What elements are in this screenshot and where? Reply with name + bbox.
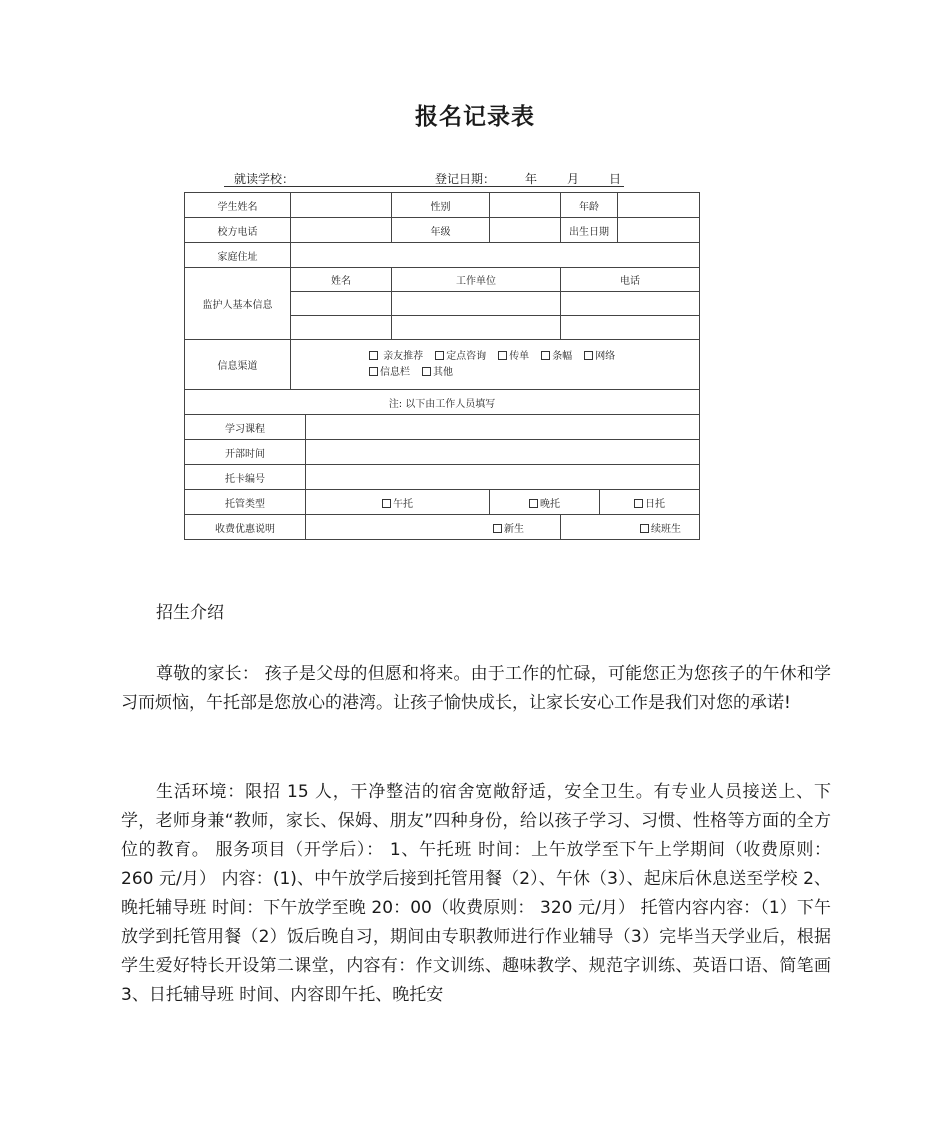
checkbox-icon bbox=[634, 499, 643, 508]
start-time-input[interactable] bbox=[306, 440, 700, 465]
checkbox-icon bbox=[369, 367, 378, 376]
age-input[interactable] bbox=[618, 193, 700, 218]
age-label: 年龄 bbox=[561, 193, 618, 218]
channel-option[interactable]: 信息栏 bbox=[369, 365, 410, 381]
channel-option[interactable]: 网络 bbox=[584, 349, 615, 365]
date-label: 登记日期： bbox=[435, 172, 496, 186]
guardian-phone-header: 电话 bbox=[561, 268, 700, 292]
gender-input[interactable] bbox=[490, 193, 561, 218]
checkbox-icon bbox=[498, 351, 507, 360]
channel-option[interactable]: 传单 bbox=[498, 349, 529, 365]
student-name-label: 学生姓名 bbox=[185, 193, 291, 218]
checkbox-icon bbox=[435, 351, 444, 360]
start-time-label: 开部时间 bbox=[185, 440, 306, 465]
checkbox-icon bbox=[493, 524, 502, 533]
guardian-work-header: 工作单位 bbox=[392, 268, 561, 292]
info-channel-label: 信息渠道 bbox=[185, 340, 291, 390]
channel-option[interactable]: 条幅 bbox=[541, 349, 572, 365]
date-field[interactable] bbox=[429, 186, 624, 187]
birth-date-label: 出生日期 bbox=[561, 218, 618, 243]
checkbox-icon bbox=[584, 351, 593, 360]
guardian-work-input[interactable] bbox=[392, 316, 561, 340]
fee-option-returning[interactable]: 续班生 bbox=[561, 515, 700, 540]
grade-label: 年级 bbox=[392, 218, 490, 243]
guardian-phone-input[interactable] bbox=[561, 292, 700, 316]
gender-label: 性别 bbox=[392, 193, 490, 218]
guardian-work-input[interactable] bbox=[392, 292, 561, 316]
guardian-name-input[interactable] bbox=[291, 292, 392, 316]
article-paragraph-intro: 尊敬的家长： 孩子是父母的但愿和将来。由于工作的忙碌，可能您正为您孩子的午休和学习而烦恼，午托部是您放心的港湾。让孩子愉快成长，让家长安心工作是我们对您的承诺! bbox=[121, 664, 831, 713]
course-label: 学习课程 bbox=[185, 415, 306, 440]
guardian-phone-input[interactable] bbox=[561, 316, 700, 340]
birth-date-input[interactable] bbox=[618, 218, 700, 243]
care-option-day[interactable]: 日托 bbox=[600, 490, 700, 515]
checkbox-icon bbox=[640, 524, 649, 533]
channel-option[interactable]: 亲友推荐 bbox=[369, 349, 423, 365]
fee-option-new[interactable]: 新生 bbox=[306, 515, 561, 540]
channel-option[interactable]: 其他 bbox=[422, 365, 453, 381]
info-channel-options bbox=[291, 340, 700, 390]
registration-meta bbox=[184, 170, 700, 188]
home-address-label: 家庭住址 bbox=[185, 243, 291, 268]
home-address-input[interactable] bbox=[291, 243, 700, 268]
month-label: 月 bbox=[567, 172, 580, 186]
guardian-name-header: 姓名 bbox=[291, 268, 392, 292]
article-paragraph-details: 生活环境：限招 15 人，干净整洁的宿舍宽敞舒适，安全卫生。有专业人员接送上、下学，老师身兼“教师，家长、保姆、朋友”四种身份，给以孩子学习、习惯、性格等方面的全方位的教育。 服务项目（开学后）： 1、午托班 时间：上午放学至下午上学期间（收费原则： 260 元/月） 内容：(1)、中午放学后接到托管用餐（2）、午休（3）、起床后休息送至学校 2、晚托辅导班 时间：下午放学至晚 20：00（收费原则： 320 元/月） 托管内容内容：（1）下午放学到托管用餐（2）饭后晚自习，期间由专职教师进行作业辅导（3）完毕当天学业后，根据学生爱好特长开设第二课堂，内容有：作文训练、趣味教学、规范字训练、英语口语、简笔画 3、日托辅导班 时间、内容即午托、晚托安 bbox=[121, 782, 831, 1005]
checkbox-icon bbox=[422, 367, 431, 376]
checkbox-icon bbox=[529, 499, 538, 508]
school-phone-input[interactable] bbox=[291, 218, 392, 243]
card-number-input[interactable] bbox=[306, 465, 700, 490]
care-option-evening[interactable]: 晚托 bbox=[490, 490, 600, 515]
school-phone-label: 校方电话 bbox=[185, 218, 291, 243]
checkbox-icon bbox=[541, 351, 550, 360]
course-input[interactable] bbox=[306, 415, 700, 440]
guardian-name-input[interactable] bbox=[291, 316, 392, 340]
registration-table bbox=[184, 192, 700, 540]
school-label: 就读学校： bbox=[234, 172, 295, 186]
grade-input[interactable] bbox=[490, 218, 561, 243]
care-type-label: 托管类型 bbox=[185, 490, 306, 515]
year-label: 年 bbox=[525, 172, 538, 186]
checkbox-icon bbox=[382, 499, 391, 508]
channel-option[interactable]: 定点咨询 bbox=[435, 349, 486, 365]
card-number-label: 托卡编号 bbox=[185, 465, 306, 490]
page-title: 报名记录表 bbox=[415, 104, 535, 130]
fee-discount-label: 收费优惠说明 bbox=[185, 515, 306, 540]
school-field[interactable] bbox=[224, 186, 429, 187]
guardian-info-label: 监护人基本信息 bbox=[185, 268, 291, 340]
student-name-input[interactable] bbox=[291, 193, 392, 218]
checkbox-icon bbox=[369, 351, 378, 360]
staff-note: 注: 以下由工作人员填写 bbox=[185, 390, 700, 415]
day-label: 日 bbox=[609, 172, 622, 186]
care-option-noon[interactable]: 午托 bbox=[306, 490, 490, 515]
article-heading: 招生介绍 bbox=[156, 603, 224, 623]
